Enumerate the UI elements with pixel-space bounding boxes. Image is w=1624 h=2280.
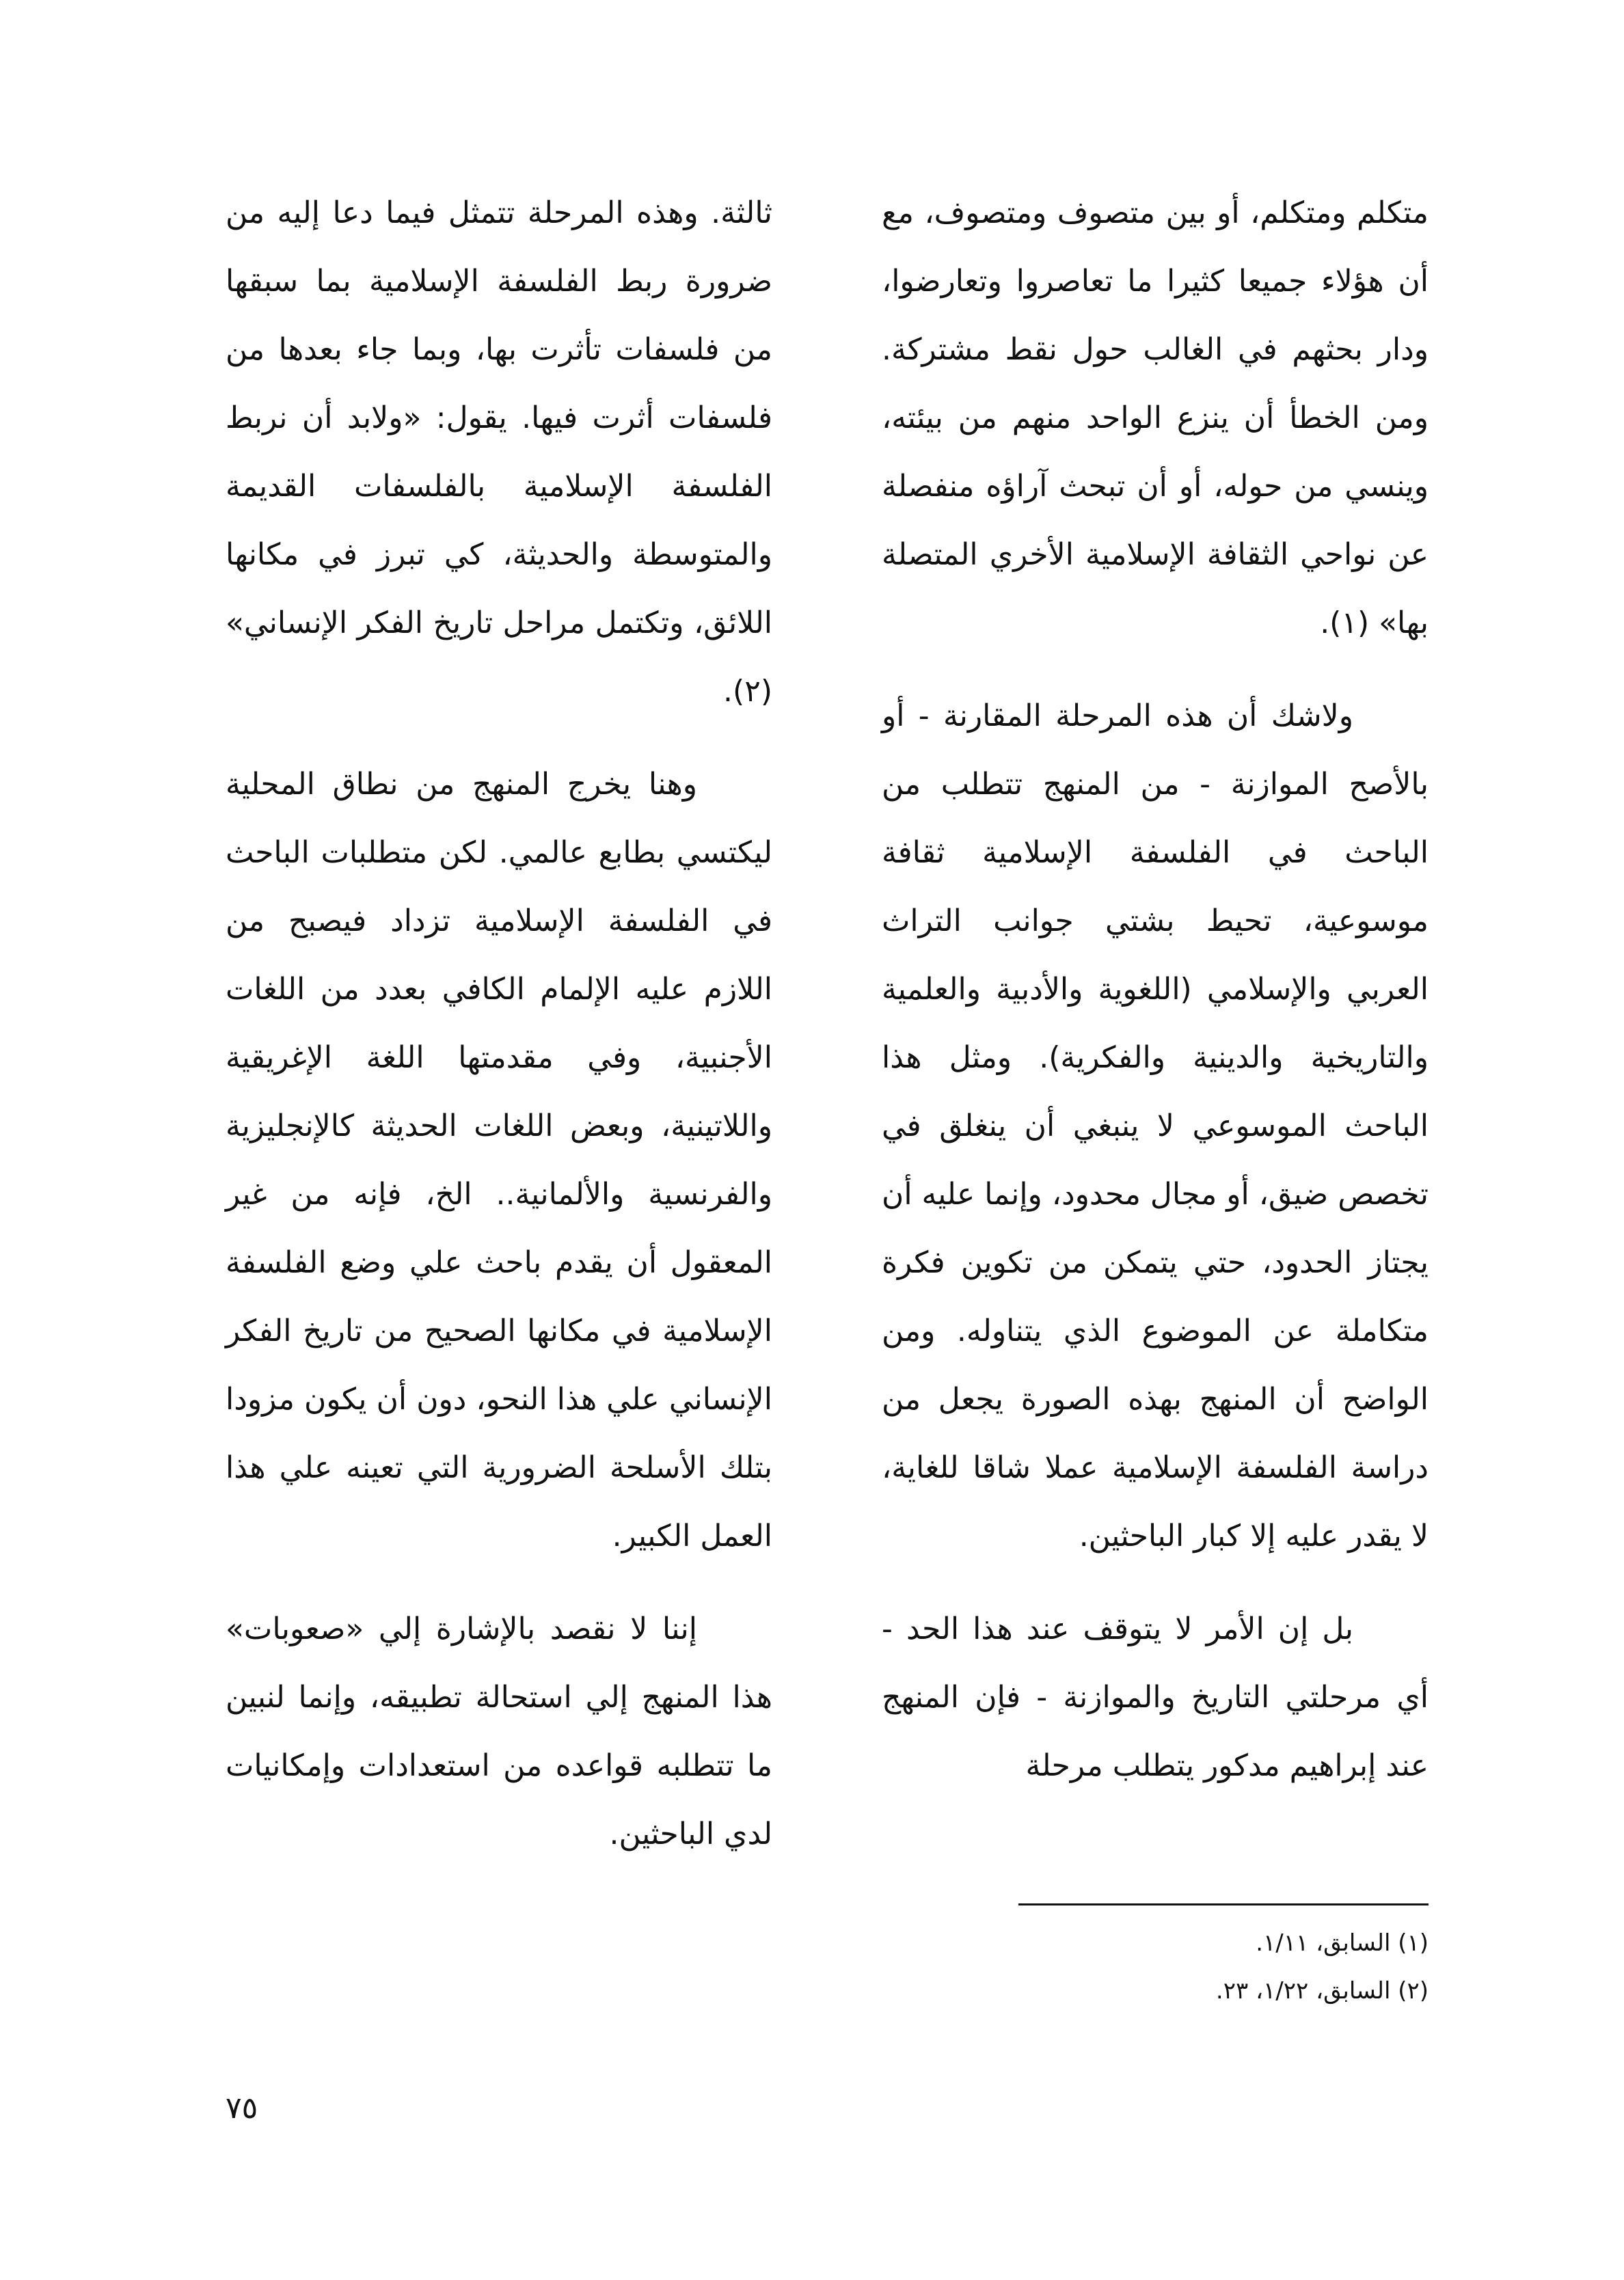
paragraph: ثالثة. وهذه المرحلة تتمثل فيما دعا إليه من ضرورة ربط الفلسفة الإسلامية بما سبقها من فلسفات تأثرت بها، وبما جاء بعدها من فلسفات أثرت فيها. يقول: «ولابد أن نربط الفلسفة الإسلامية بالفلسفات القديمة والمتوسطة والحديثة، كي تبرز في مكانها اللائق، وتكتمل مراحل تاريخ الفكر الإنساني» (٢). xyxy=(226,195,772,709)
footnote-1: (١) السابق، ١/١١. xyxy=(1256,1929,1429,1957)
text-column-left xyxy=(226,179,772,1869)
footnotes xyxy=(882,1919,1429,2015)
page-number: ٧٥ xyxy=(226,2091,258,2126)
paragraph: بل إن الأمر لا يتوقف عند هذا الحد - أي مرحلتي التاريخ والموازنة - فإن المنهج عند إبراهيم مدكور يتطلب مرحلة xyxy=(882,1612,1429,1783)
footnote-divider xyxy=(1018,1903,1429,1905)
paragraph: إننا لا نقصد بالإشارة إلي «صعوبات» هذا المنهج إلي استحالة تطبيقه، وإنما لنبين ما تتطلبه قواعده من استعدادات وإمكانيات لدي الباحثين. xyxy=(226,1612,772,1851)
paragraph: وهنا يخرج المنهج من نطاق المحلية ليكتسي بطابع عالمي. لكن متطلبات الباحث في الفلسفة الإسلامية تزداد فيصبح من اللازم عليه الإلمام الكافي بعدد من اللغات الأجنبية، وفي مقدمتها اللغة الإغريقية واللاتينية، وبعض اللغات الحديثة كالإنجليزية والفرنسية والألمانية.. الخ، فإنه من غير المعقول أن يقدم باحث علي وضع الفلسفة الإسلامية في مكانها الصحيح من تاريخ الفكر الإنساني علي هذا النحو، دون أن يكون مزودا بتلك الأسلحة الضرورية التي تعينه علي هذا العمل الكبير. xyxy=(226,767,772,1553)
footnote-2: (٢) السابق، ١/٢٢، ٢٣. xyxy=(1215,1977,1429,2005)
paragraph: ولاشك أن هذه المرحلة المقارنة - أو بالأصح الموازنة - من المنهج تتطلب من الباحث في الفلسفة الإسلامية ثقافة موسوعية، تحيط بشتي جوانب التراث العربي والإسلامي (اللغوية والأدبية والعلمية والتاريخية والدينية والفكرية). ومثل هذا الباحث الموسوعي لا ينبغي أن ينغلق في تخصص ضيق، أو مجال محدود، وإنما عليه أن يجتاز الحدود، حتي يتمكن من تكوين فكرة متكاملة عن الموضوع الذي يتناوله. ومن الواضح أن المنهج بهذه الصورة يجعل من دراسة الفلسفة الإسلامية عملا شاقا للغاية، لا يقدر عليه إلا كبار الباحثين. xyxy=(882,698,1429,1553)
paragraph: متكلم ومتكلم، أو بين متصوف ومتصوف، مع أن هؤلاء جميعا كثيرا ما تعاصروا وتعارضوا، ودار بحثهم في الغالب حول نقط مشتركة. ومن الخطأ أن ينزع الواحد منهم من بيئته، وينسي من حوله، أو أن تبحث آراؤه منفصلة عن نواحي الثقافة الإسلامية الأخري المتصلة بها» (١). xyxy=(882,195,1429,640)
text-column-right xyxy=(882,179,1429,1800)
